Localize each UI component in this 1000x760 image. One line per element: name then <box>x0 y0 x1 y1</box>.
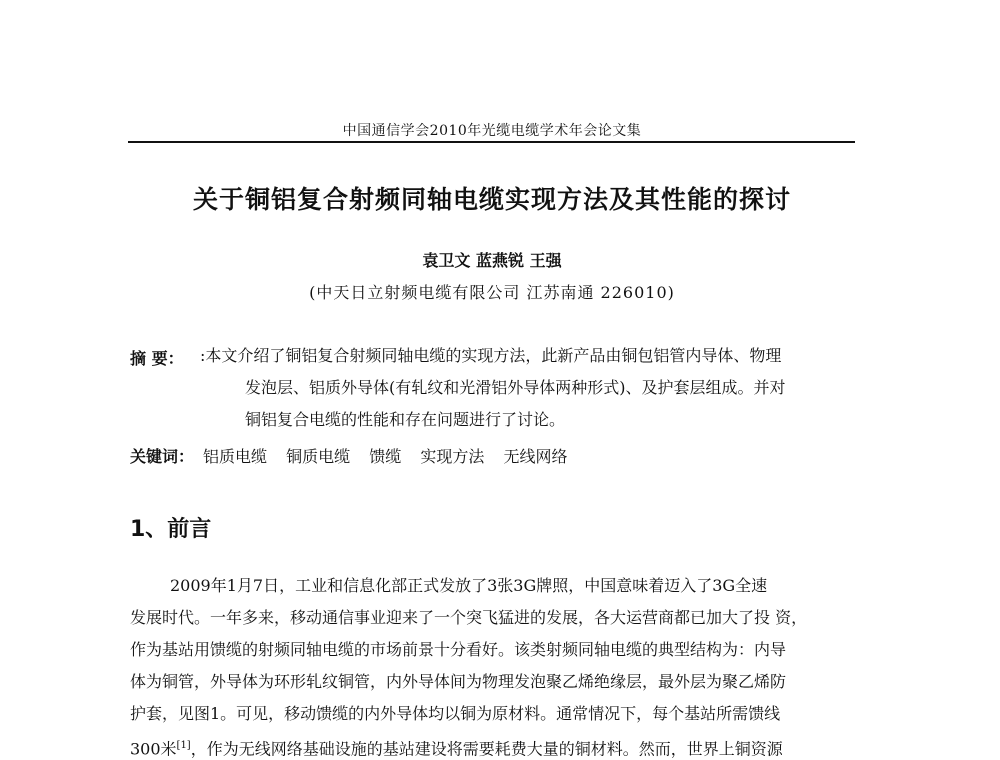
abstract-line: 发泡层、铝质外导体(有轧纹和光滑铝外导体两种形式)、及护套层组成。并对 <box>245 378 786 397</box>
keyword: 无线网络 <box>503 447 568 466</box>
citation-reference: [1] <box>176 740 191 751</box>
paper-title: 关于铜铝复合射频同轴电缆实现方法及其性能的探讨 <box>192 185 791 214</box>
body-text-fragment: ，作为无线网络基础设施的基站建设将需要耗费大量的铜材料。然而，世界上铜资源 <box>190 739 783 759</box>
keyword: 实现方法 <box>420 447 485 466</box>
section-heading: 1、前言 <box>130 517 212 542</box>
paper-authors: 袁卫文 蓝燕锐 王强 <box>422 251 562 270</box>
abstract-line: :本文介绍了铜铝复合射频同轴电缆的实现方法，此新产品由铜包铝管内导体、物理 <box>200 346 782 365</box>
body-text-line: 发展时代。一年多来，移动通信事业迎来了一个突飞猛进的发展，各大运营商都已加大了投 资， <box>130 608 808 627</box>
running-header: 中国通信学会2010年光缆电缆学术年会论文集 <box>342 123 642 139</box>
keyword: 馈缆 <box>369 447 402 466</box>
keywords-list <box>203 444 581 467</box>
keyword: 铝质电缆 <box>203 447 268 466</box>
body-text-line: 2009年1月7日，工业和信息化部正式发放了3张3G牌照，中国意味着迈入了3G全速 <box>170 576 768 595</box>
body-text-line: 体为铜管，外导体为环形轧纹铜管，内外导体间为物理发泡聚乙烯绝缘层，最外层为聚乙烯防 <box>130 672 787 691</box>
abstract-label: 摘 要： <box>130 349 184 368</box>
abstract-line: 铜铝复合电缆的性能和存在问题进行了讨论。 <box>245 410 566 429</box>
keyword: 铜质电缆 <box>286 447 351 466</box>
header-rule <box>128 141 855 143</box>
body-text-line: 护套，见图1。可见，移动馈缆的内外导体均以铜为原材料。通常情况下，每个基站所需馈线 <box>130 704 781 723</box>
paper-affiliation: (中天日立射频电缆有限公司 江苏南通 226010) <box>309 283 675 302</box>
keywords-label: 关键词： <box>130 447 195 466</box>
body-text-line <box>130 736 783 759</box>
body-text-fragment: 300米 <box>130 739 177 759</box>
body-text-line: 作为基站用馈缆的射频同轴电缆的市场前景十分看好。该类射频同轴电缆的典型结构为：内导 <box>130 640 787 659</box>
